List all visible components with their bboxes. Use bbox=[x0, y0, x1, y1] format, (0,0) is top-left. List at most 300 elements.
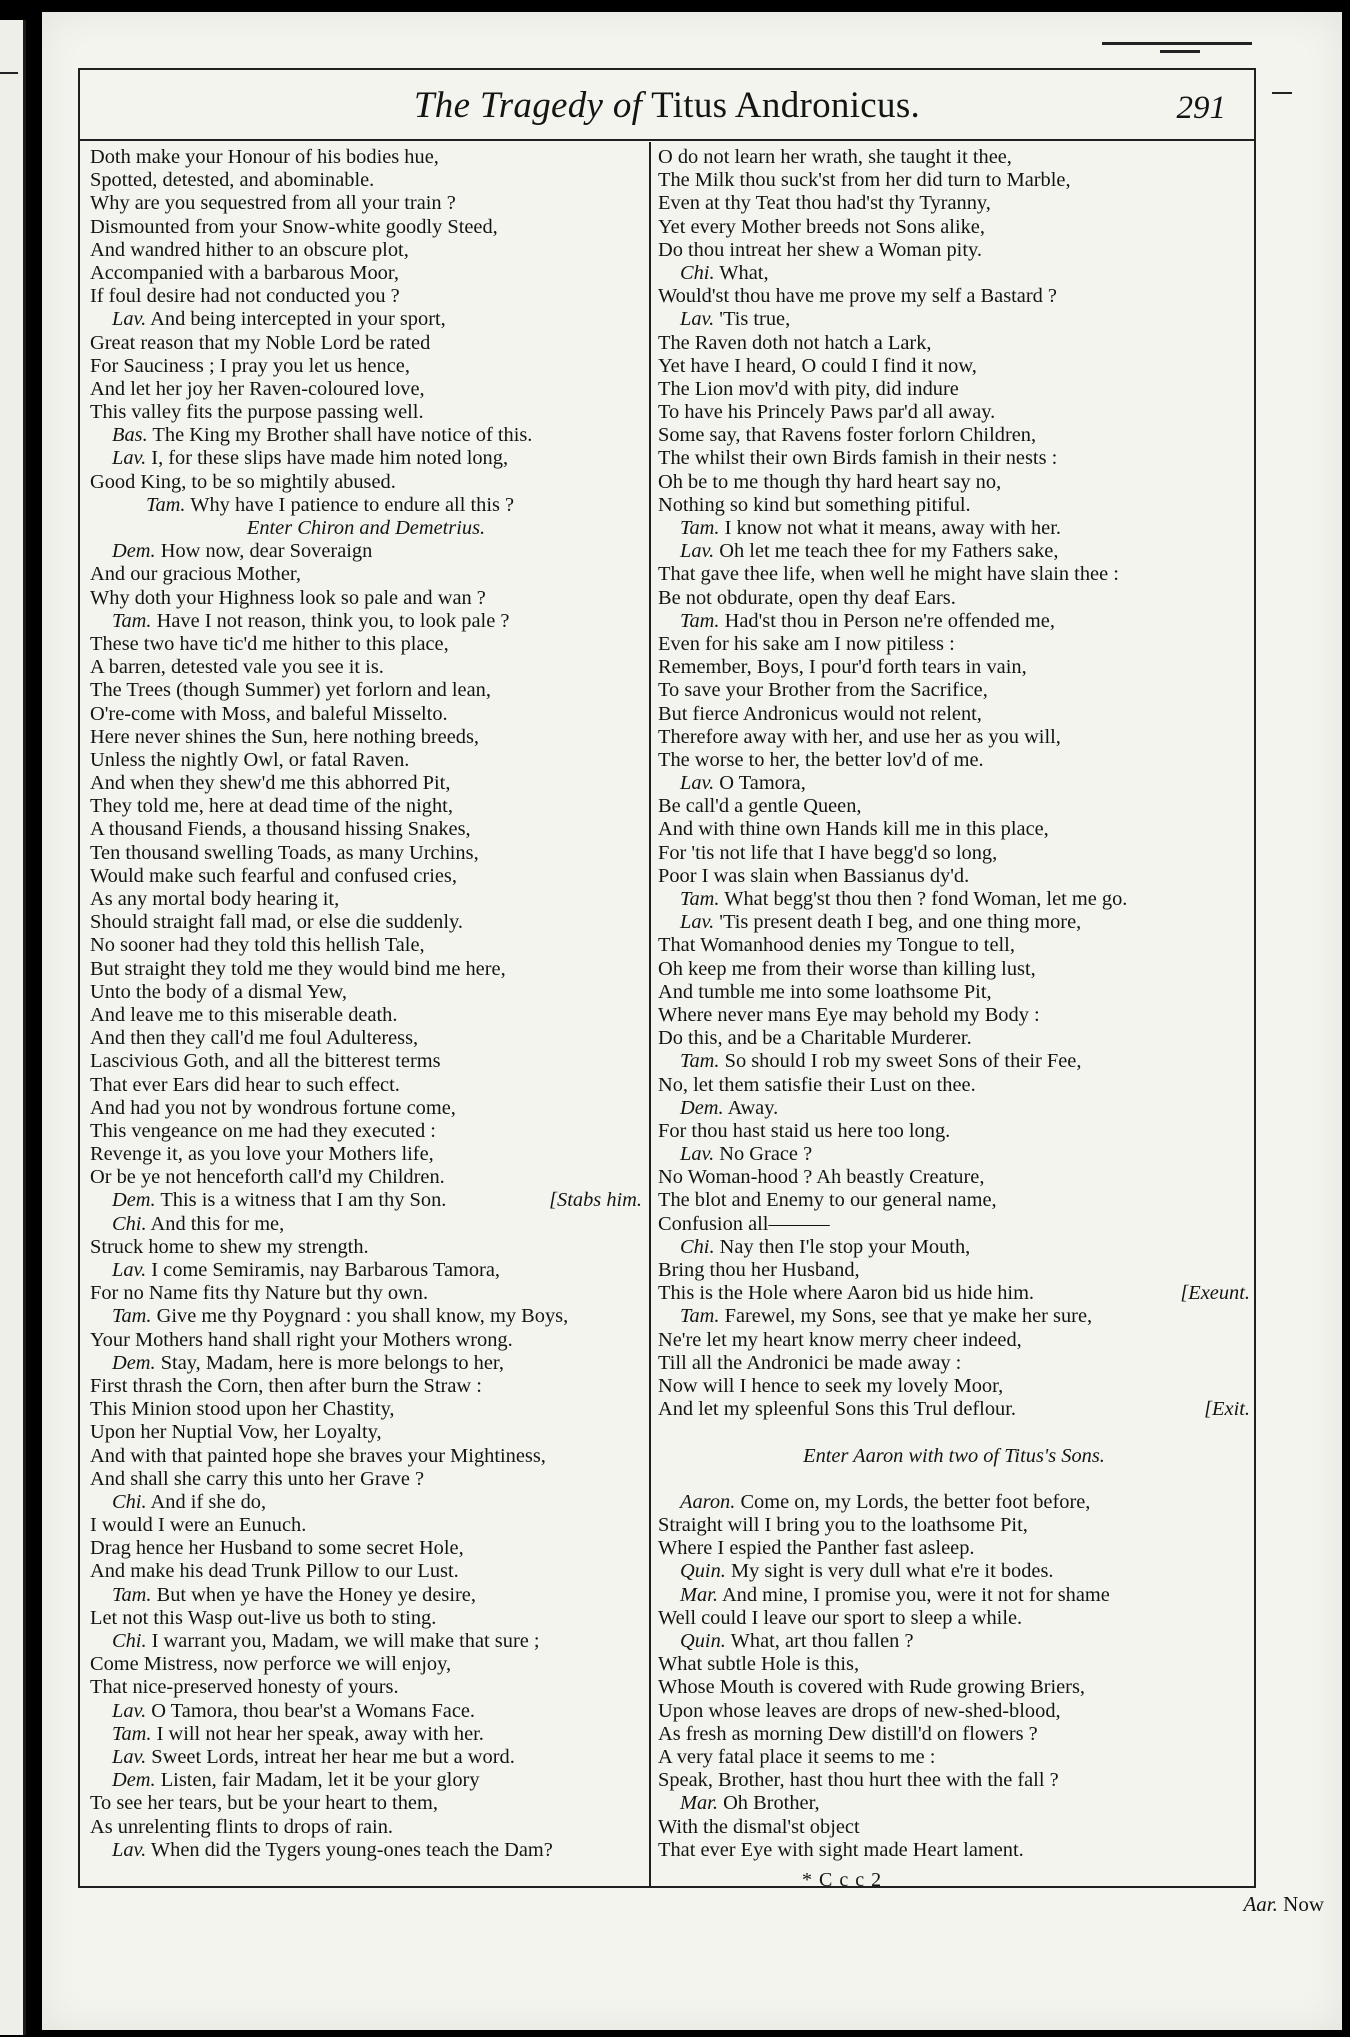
verse-text: Lascivious Goth, and all the bitterest terms bbox=[90, 1050, 441, 1073]
verse-text: And with that painted hope she braves your Mightiness, bbox=[90, 1444, 546, 1467]
verse-line bbox=[658, 262, 1250, 285]
verse-text: Some say, that Ravens foster forlorn Children, bbox=[658, 424, 1037, 447]
verse-line bbox=[658, 239, 1250, 262]
verse-line bbox=[658, 633, 1250, 656]
verse-line bbox=[658, 447, 1250, 470]
signature-mark: * C c c 2 bbox=[802, 1869, 883, 1891]
verse-line bbox=[90, 308, 642, 331]
speaker-name: Lav. bbox=[680, 540, 715, 563]
verse-text: Unto the body of a dismal Yew, bbox=[90, 980, 347, 1003]
verse-line bbox=[658, 1074, 1250, 1097]
verse-text: To save your Brother from the Sacrifice, bbox=[658, 679, 988, 702]
verse-line bbox=[90, 447, 642, 470]
verse-line bbox=[658, 1305, 1250, 1328]
verse-line bbox=[658, 1352, 1250, 1375]
verse-line bbox=[658, 1676, 1250, 1699]
verse-line bbox=[658, 1189, 1250, 1212]
verse-line bbox=[658, 1282, 1250, 1305]
speaker-name: Dem. bbox=[112, 1351, 156, 1374]
verse-text: Upon her Nuptial Vow, her Loyalty, bbox=[90, 1421, 382, 1444]
verse-line bbox=[658, 1213, 1250, 1236]
verse-line bbox=[658, 587, 1250, 610]
verse-text: Speak, Brother, hast thou hurt thee with the fall ? bbox=[658, 1769, 1059, 1792]
speaker-name: Tam. bbox=[680, 517, 720, 539]
verse-line bbox=[90, 818, 642, 841]
verse-text: And mine, I promise you, were it not for shame bbox=[721, 1583, 1110, 1606]
speaker-name: Mar. bbox=[680, 1792, 718, 1815]
verse-text: Why are you sequestred from all your train ? bbox=[90, 192, 456, 215]
verse-text: First thrash the Corn, then after burn the Straw : bbox=[90, 1374, 482, 1397]
verse-line bbox=[658, 1839, 1250, 1862]
speaker-name: Lav. bbox=[112, 308, 147, 331]
verse-text: Have I not reason, think you, to look pale ? bbox=[156, 609, 510, 632]
verse-line bbox=[658, 1004, 1250, 1027]
verse-text: Till all the Andronici be made away : bbox=[658, 1351, 962, 1374]
verse-line bbox=[90, 1700, 642, 1723]
stage-direction bbox=[90, 517, 642, 540]
verse-text: Remember, Boys, I pour'd forth tears in vain, bbox=[658, 656, 1027, 679]
verse-line bbox=[658, 1584, 1250, 1607]
verse-text: And tumble me into some loathsome Pit, bbox=[658, 980, 992, 1003]
verse-text: And when they shew'd me this abhorred Pit, bbox=[90, 772, 451, 795]
speaker-name: Aaron. bbox=[680, 1490, 736, 1513]
verse-line bbox=[658, 1537, 1250, 1560]
verse-text: Oh keep me from their worse than killing lust, bbox=[658, 957, 1036, 980]
verse-text: Unless the nightly Owl, or fatal Raven. bbox=[90, 748, 410, 771]
verse-text: Had'st thou in Person ne're offended me, bbox=[724, 609, 1055, 632]
verse-line bbox=[90, 842, 642, 865]
verse-text: A very fatal place it seems to me : bbox=[658, 1745, 936, 1768]
verse-line bbox=[90, 1491, 642, 1514]
verse-line bbox=[90, 1445, 642, 1468]
verse-line bbox=[658, 1514, 1250, 1537]
verse-line bbox=[658, 355, 1250, 378]
verse-text: Should straight fall mad, or else die suddenly. bbox=[90, 911, 464, 934]
verse-text: Revenge it, as you love your Mothers life, bbox=[90, 1143, 434, 1166]
verse-text: Why doth your Highness look so pale and wan ? bbox=[90, 586, 486, 609]
verse-text: This is the Hole where Aaron bid us hide him. bbox=[658, 1282, 1035, 1305]
verse-text: Dismounted from your Snow-white goodly Steed, bbox=[90, 215, 498, 238]
verse-line bbox=[90, 1839, 642, 1862]
verse-text: My sight is very dull what e're it bodes. bbox=[731, 1560, 1054, 1583]
verse-text: A thousand Fiends, a thousand hissing Snakes, bbox=[90, 818, 471, 841]
verse-text: Where never mans Eye may behold my Body : bbox=[658, 1003, 1040, 1026]
title-prefix: The Tragedy bbox=[413, 85, 604, 126]
verse-line bbox=[658, 517, 1250, 540]
verse-line bbox=[658, 1375, 1250, 1398]
column-divider bbox=[649, 142, 651, 1886]
verse-text: When did the Tygers young-ones teach the Dam? bbox=[150, 1838, 553, 1861]
verse-line bbox=[90, 1792, 642, 1815]
verse-line bbox=[90, 1514, 642, 1537]
verse-line bbox=[658, 192, 1250, 215]
verse-text: The whilst their own Birds famish in their nests : bbox=[658, 447, 1058, 470]
verse-line bbox=[90, 1560, 642, 1583]
verse-line bbox=[90, 1282, 642, 1305]
verse-line bbox=[90, 958, 642, 981]
verse-text: That ever Eye with sight made Heart lament. bbox=[658, 1838, 1024, 1861]
verse-text: Even for his sake am I now pitiless : bbox=[658, 632, 955, 655]
verse-line bbox=[90, 1630, 642, 1653]
verse-text: This valley fits the purpose passing well. bbox=[90, 401, 424, 424]
verse-text: These two have tic'd me hither to this place, bbox=[90, 632, 449, 655]
verse-line bbox=[90, 146, 642, 169]
verse-text: I come Semiramis, nay Barbarous Tamora, bbox=[151, 1259, 500, 1281]
verse-text: Doth make your Honour of his bodies hue, bbox=[90, 146, 439, 168]
verse-text: The King my Brother shall have notice of this. bbox=[152, 424, 533, 447]
verse-line bbox=[90, 772, 642, 795]
speaker-name: Tam. bbox=[112, 1305, 152, 1328]
header-rule bbox=[80, 139, 1254, 141]
verse-line bbox=[658, 795, 1250, 818]
verse-text: No, let them satisfie their Lust on thee. bbox=[658, 1073, 976, 1096]
verse-text: If foul desire had not conducted you ? bbox=[90, 285, 400, 308]
verse-line bbox=[90, 1004, 642, 1027]
speaker-name: Mar. bbox=[680, 1583, 718, 1606]
speaker-name: Bas. bbox=[112, 424, 148, 447]
verse-line bbox=[658, 1236, 1250, 1259]
verse-text: Away. bbox=[727, 1096, 779, 1119]
verse-line bbox=[658, 1560, 1250, 1583]
stage-direction bbox=[658, 1445, 1250, 1468]
verse-text: And being intercepted in your sport, bbox=[150, 308, 446, 331]
verse-text: And make his dead Trunk Pillow to our Lust. bbox=[90, 1560, 459, 1583]
verse-line bbox=[658, 772, 1250, 795]
verse-line bbox=[658, 169, 1250, 192]
verse-text: Now will I hence to seek my lovely Moor, bbox=[658, 1374, 1004, 1397]
verse-text: And let her joy her Raven-coloured love, bbox=[90, 377, 425, 400]
verse-line bbox=[658, 1421, 1250, 1444]
verse-text: That Womanhood denies my Tongue to tell, bbox=[658, 934, 1015, 957]
verse-text: For thou hast staid us here too long. bbox=[658, 1119, 951, 1142]
verse-line bbox=[90, 1676, 642, 1699]
verse-line bbox=[658, 424, 1250, 447]
verse-text: Well could I leave our sport to sleep a while. bbox=[658, 1606, 1023, 1629]
verse-line bbox=[658, 332, 1250, 355]
verse-text: Oh Brother, bbox=[723, 1792, 820, 1815]
verse-line bbox=[658, 726, 1250, 749]
verse-line bbox=[658, 1491, 1250, 1514]
verse-text: That ever Ears did hear to such effect. bbox=[90, 1073, 400, 1096]
verse-text: No sooner had they told this hellish Tale, bbox=[90, 934, 425, 957]
verse-line bbox=[90, 1468, 642, 1491]
verse-line bbox=[658, 308, 1250, 331]
verse-line bbox=[658, 958, 1250, 981]
verse-line bbox=[90, 1213, 642, 1236]
verse-text: And leave me to this miserable death. bbox=[90, 1003, 398, 1026]
verse-text: How now, dear Soveraign bbox=[160, 540, 373, 563]
verse-line bbox=[90, 1352, 642, 1375]
verse-line bbox=[90, 540, 642, 563]
stage-direction: [Stabs him. bbox=[549, 1189, 642, 1212]
speaker-name: Quin. bbox=[680, 1630, 726, 1652]
verse-line bbox=[90, 401, 642, 424]
verse-line bbox=[90, 239, 642, 262]
verse-text: Accompanied with a barbarous Moor, bbox=[90, 261, 399, 284]
verse-text: And with thine own Hands kill me in this place, bbox=[658, 818, 1049, 841]
verse-text: And our gracious Mother, bbox=[90, 563, 301, 586]
verse-text: No Grace ? bbox=[719, 1143, 813, 1166]
verse-text: Come on, my Lords, the better foot before, bbox=[740, 1490, 1091, 1513]
verse-text: And wandred hither to an obscure plot, bbox=[90, 238, 409, 261]
speaker-name: Lav. bbox=[680, 772, 715, 795]
verse-text: What begg'st thou then ? fond Woman, let me go. bbox=[724, 888, 1128, 910]
verse-text: Confusion all——— bbox=[658, 1212, 830, 1235]
stage-direction: [Exit. bbox=[1204, 1398, 1250, 1421]
verse-text: The Milk thou suck'st from her did turn to Marble, bbox=[658, 169, 1071, 192]
verse-line bbox=[90, 1398, 642, 1421]
verse-text: To see her tears, but be your heart to them, bbox=[90, 1792, 438, 1815]
verse-line bbox=[658, 981, 1250, 1004]
verse-text: Be not obdurate, open thy deaf Ears. bbox=[658, 586, 956, 609]
verse-text: Good King, to be so mightily abused. bbox=[90, 470, 396, 493]
verse-text: As fresh as morning Dew distill'd on flowers ? bbox=[658, 1722, 1038, 1745]
verse-text: Whose Mouth is covered with Rude growing Briers, bbox=[658, 1676, 1085, 1699]
verse-line bbox=[90, 424, 642, 447]
verse-text: The Lion mov'd with pity, did indure bbox=[658, 377, 959, 400]
verse-line bbox=[90, 192, 642, 215]
verse-text: Ne're let my heart know merry cheer indeed, bbox=[658, 1328, 1022, 1351]
speaker-name: Chi. bbox=[112, 1212, 147, 1235]
verse-line bbox=[658, 888, 1250, 911]
verse-line bbox=[90, 1236, 642, 1259]
verse-line bbox=[90, 1537, 642, 1560]
verse-line bbox=[90, 679, 642, 702]
verse-line bbox=[90, 587, 642, 610]
verse-line bbox=[658, 285, 1250, 308]
page-frame bbox=[78, 68, 1256, 1888]
verse-text: Nay then I'le stop your Mouth, bbox=[719, 1235, 971, 1258]
verse-line bbox=[658, 1468, 1250, 1491]
verse-text: O Tamora, thou bear'st a Womans Face. bbox=[151, 1699, 476, 1722]
catchword bbox=[1243, 1892, 1324, 1917]
verse-text: 'Tis true, bbox=[719, 308, 791, 331]
verse-text: This vengeance on me had they executed : bbox=[90, 1119, 436, 1142]
speaker-name: Tam. bbox=[112, 1583, 152, 1606]
stage-direction: [Exeunt. bbox=[1180, 1282, 1250, 1305]
verse-line bbox=[658, 1769, 1250, 1792]
verse-text: Oh be to me though thy hard heart say no, bbox=[658, 470, 1002, 493]
verse-text: But when ye have the Honey ye desire, bbox=[156, 1583, 476, 1606]
catchword-word: Now bbox=[1283, 1892, 1324, 1916]
verse-text: Or be ye not henceforth call'd my Children. bbox=[90, 1166, 445, 1189]
verse-text: But fierce Andronicus would not relent, bbox=[658, 702, 982, 725]
verse-text: Come Mistress, now perforce we will enjoy, bbox=[90, 1653, 452, 1676]
verse-line bbox=[658, 703, 1250, 726]
verse-line bbox=[658, 656, 1250, 679]
verse-line bbox=[90, 1607, 642, 1630]
verse-line bbox=[90, 981, 642, 1004]
verse-line bbox=[90, 1329, 642, 1352]
verse-line bbox=[90, 1074, 642, 1097]
verse-text: The Trees (though Summer) yet forlorn and lean, bbox=[90, 679, 491, 702]
verse-line bbox=[90, 726, 642, 749]
speaker-name: Tam. bbox=[680, 609, 720, 632]
verse-line bbox=[658, 471, 1250, 494]
verse-text: They told me, here at dead time of the night, bbox=[90, 795, 453, 818]
verse-line bbox=[90, 494, 642, 517]
verse-line bbox=[658, 1746, 1250, 1769]
verse-text: To have his Princely Paws par'd all away. bbox=[658, 401, 996, 424]
verse-line bbox=[90, 1259, 642, 1282]
verse-text: And let my spleenful Sons this Trul deflour. bbox=[658, 1398, 1016, 1421]
verse-text: Spotted, detested, and abominable. bbox=[90, 169, 375, 192]
speaker-name: Lav. bbox=[112, 447, 147, 470]
verse-line bbox=[90, 355, 642, 378]
verse-line bbox=[90, 1421, 642, 1444]
verse-line bbox=[658, 818, 1250, 841]
verse-line bbox=[90, 563, 642, 586]
verse-text: This Minion stood upon her Chastity, bbox=[90, 1398, 395, 1421]
verse-text: Your Mothers hand shall right your Mothers wrong. bbox=[90, 1328, 513, 1351]
verse-text: The worse to her, the better lov'd of me. bbox=[658, 748, 984, 771]
verse-line bbox=[658, 216, 1250, 239]
verse-text: What, bbox=[719, 261, 769, 284]
verse-text: Even at thy Teat thou had'st thy Tyranny, bbox=[658, 192, 991, 215]
verse-text: The blot and Enemy to our general name, bbox=[658, 1189, 997, 1212]
verse-line bbox=[90, 1097, 642, 1120]
verse-text: The Raven doth not hatch a Lark, bbox=[658, 331, 932, 354]
verse-line bbox=[90, 1050, 642, 1073]
speaker-name: Tam. bbox=[112, 1722, 152, 1745]
verse-line bbox=[90, 795, 642, 818]
verse-text: Let not this Wasp out-live us both to sting. bbox=[90, 1606, 437, 1629]
speaker-name: Lav. bbox=[680, 1143, 715, 1166]
title-of: of bbox=[612, 85, 643, 126]
page-number: 291 bbox=[1176, 90, 1226, 126]
speaker-name: Lav. bbox=[112, 1745, 147, 1768]
stage-direction-text: Enter Chiron and Demetrius. bbox=[246, 517, 486, 539]
verse-text: Oh let me teach thee for my Fathers sake, bbox=[719, 540, 1059, 563]
verse-text: Straight will I bring you to the loathsome Pit, bbox=[658, 1514, 1028, 1537]
verse-line bbox=[90, 656, 642, 679]
verse-line bbox=[658, 1630, 1250, 1653]
verse-text: Stay, Madam, here is more belongs to her, bbox=[160, 1351, 505, 1374]
verse-text: I warrant you, Madam, we will make that sure ; bbox=[151, 1630, 540, 1652]
verse-text: Would make such fearful and confused cries, bbox=[90, 864, 457, 887]
verse-line bbox=[658, 1027, 1250, 1050]
verse-line bbox=[90, 1305, 642, 1328]
verse-text: What subtle Hole is this, bbox=[658, 1653, 860, 1676]
verse-text: Drag hence her Husband to some secret Hole, bbox=[90, 1537, 464, 1560]
verse-text: Listen, fair Madam, let it be your glory bbox=[160, 1769, 480, 1792]
verse-text: I, for these slips have made him noted long, bbox=[151, 447, 509, 470]
right-column bbox=[658, 146, 1250, 1862]
verse-text: Do this, and be a Charitable Murderer. bbox=[658, 1027, 972, 1050]
verse-text: O do not learn her wrath, she taught it thee, bbox=[658, 146, 1012, 168]
verse-line bbox=[90, 1769, 642, 1792]
verse-line bbox=[90, 1653, 642, 1676]
speaker-name: Chi. bbox=[112, 1630, 147, 1652]
verse-line bbox=[658, 1329, 1250, 1352]
verse-line bbox=[658, 934, 1250, 957]
verse-text: I will not hear her speak, away with her. bbox=[156, 1722, 484, 1745]
verse-line bbox=[658, 1653, 1250, 1676]
verse-line bbox=[658, 1700, 1250, 1723]
speaker-name: Tam. bbox=[680, 1305, 720, 1328]
verse-text: Yet have I heard, O could I find it now, bbox=[658, 354, 977, 377]
verse-line bbox=[90, 1584, 642, 1607]
speaker-name: Tam. bbox=[112, 609, 152, 632]
speaker-name: Lav. bbox=[112, 1259, 147, 1281]
verse-text: Do thou intreat her shew a Woman pity. bbox=[658, 238, 982, 261]
speaker-name: Dem. bbox=[112, 540, 156, 563]
verse-line bbox=[658, 1120, 1250, 1143]
speaker-name: Lav. bbox=[680, 308, 715, 331]
verse-text: Yet every Mother breeds not Sons alike, bbox=[658, 215, 985, 238]
verse-text: For no Name fits thy Nature but thy own. bbox=[90, 1282, 429, 1305]
verse-line bbox=[658, 378, 1250, 401]
verse-text: What, art thou fallen ? bbox=[730, 1630, 914, 1652]
speaker-name: Dem. bbox=[112, 1769, 156, 1792]
verse-line bbox=[90, 633, 642, 656]
verse-line bbox=[90, 216, 642, 239]
book-page bbox=[42, 12, 1342, 2030]
verse-line bbox=[90, 471, 642, 494]
speaker-name: Tam. bbox=[680, 888, 720, 910]
speaker-name: Chi. bbox=[680, 1235, 715, 1258]
verse-text: I know not what it means, away with her. bbox=[724, 517, 1061, 539]
verse-line bbox=[90, 285, 642, 308]
verse-line bbox=[658, 494, 1250, 517]
stage-direction-text: Enter Aaron with two of Titus's Sons. bbox=[803, 1444, 1105, 1467]
verse-line bbox=[90, 1746, 642, 1769]
verse-line bbox=[90, 934, 642, 957]
speaker-name: Chi. bbox=[680, 261, 715, 284]
verse-text: Sweet Lords, intreat her hear me but a word. bbox=[151, 1745, 515, 1768]
verse-line bbox=[90, 378, 642, 401]
verse-line bbox=[658, 610, 1250, 633]
verse-line bbox=[658, 1816, 1250, 1839]
speaker-name: Chi. bbox=[112, 1490, 147, 1513]
verse-line bbox=[658, 540, 1250, 563]
verse-line bbox=[90, 332, 642, 355]
verse-line bbox=[658, 1259, 1250, 1282]
verse-text: And had you not by wondrous fortune come, bbox=[90, 1096, 456, 1119]
verse-text: 'Tis present death I beg, and one thing more, bbox=[719, 911, 1082, 934]
verse-line bbox=[658, 146, 1250, 169]
verse-line bbox=[90, 610, 642, 633]
verse-text: As unrelenting flints to drops of rain. bbox=[90, 1815, 393, 1838]
verse-text: This is a witness that I am thy Son. bbox=[160, 1189, 447, 1212]
speaker-name: Tam. bbox=[680, 1050, 720, 1073]
verse-line bbox=[658, 679, 1250, 702]
verse-line bbox=[90, 865, 642, 888]
verse-text: Bring thou her Husband, bbox=[658, 1259, 860, 1281]
verse-text: So should I rob my sweet Sons of their Fee, bbox=[724, 1050, 1082, 1073]
verse-line bbox=[658, 1792, 1250, 1815]
verse-line bbox=[90, 1166, 642, 1189]
verse-text: Nothing so kind but something pitiful. bbox=[658, 493, 971, 516]
verse-text: With the dismal'st object bbox=[658, 1815, 860, 1838]
verse-text: Be call'd a gentle Queen, bbox=[658, 795, 862, 818]
facing-page-edge bbox=[0, 20, 26, 2035]
verse-text: Therefore away with her, and use her as you will, bbox=[658, 725, 1061, 748]
verse-text: Ten thousand swelling Toads, as many Urchins, bbox=[90, 841, 479, 864]
verse-text: As any mortal body hearing it, bbox=[90, 888, 340, 910]
verse-line bbox=[90, 911, 642, 934]
speaker-name: Lav. bbox=[112, 1699, 147, 1722]
verse-text: Why have I patience to endure all this ? bbox=[190, 493, 515, 516]
verse-line bbox=[90, 703, 642, 726]
verse-line bbox=[658, 1050, 1250, 1073]
verse-text: Would'st thou have me prove my self a Bastard ? bbox=[658, 285, 1057, 308]
verse-line bbox=[658, 1723, 1250, 1746]
left-column bbox=[90, 146, 642, 1862]
title-main: Titus Andronicus. bbox=[651, 85, 921, 126]
speaker-name: Tam. bbox=[146, 493, 186, 516]
verse-text: A barren, detested vale you see it is. bbox=[90, 656, 384, 679]
